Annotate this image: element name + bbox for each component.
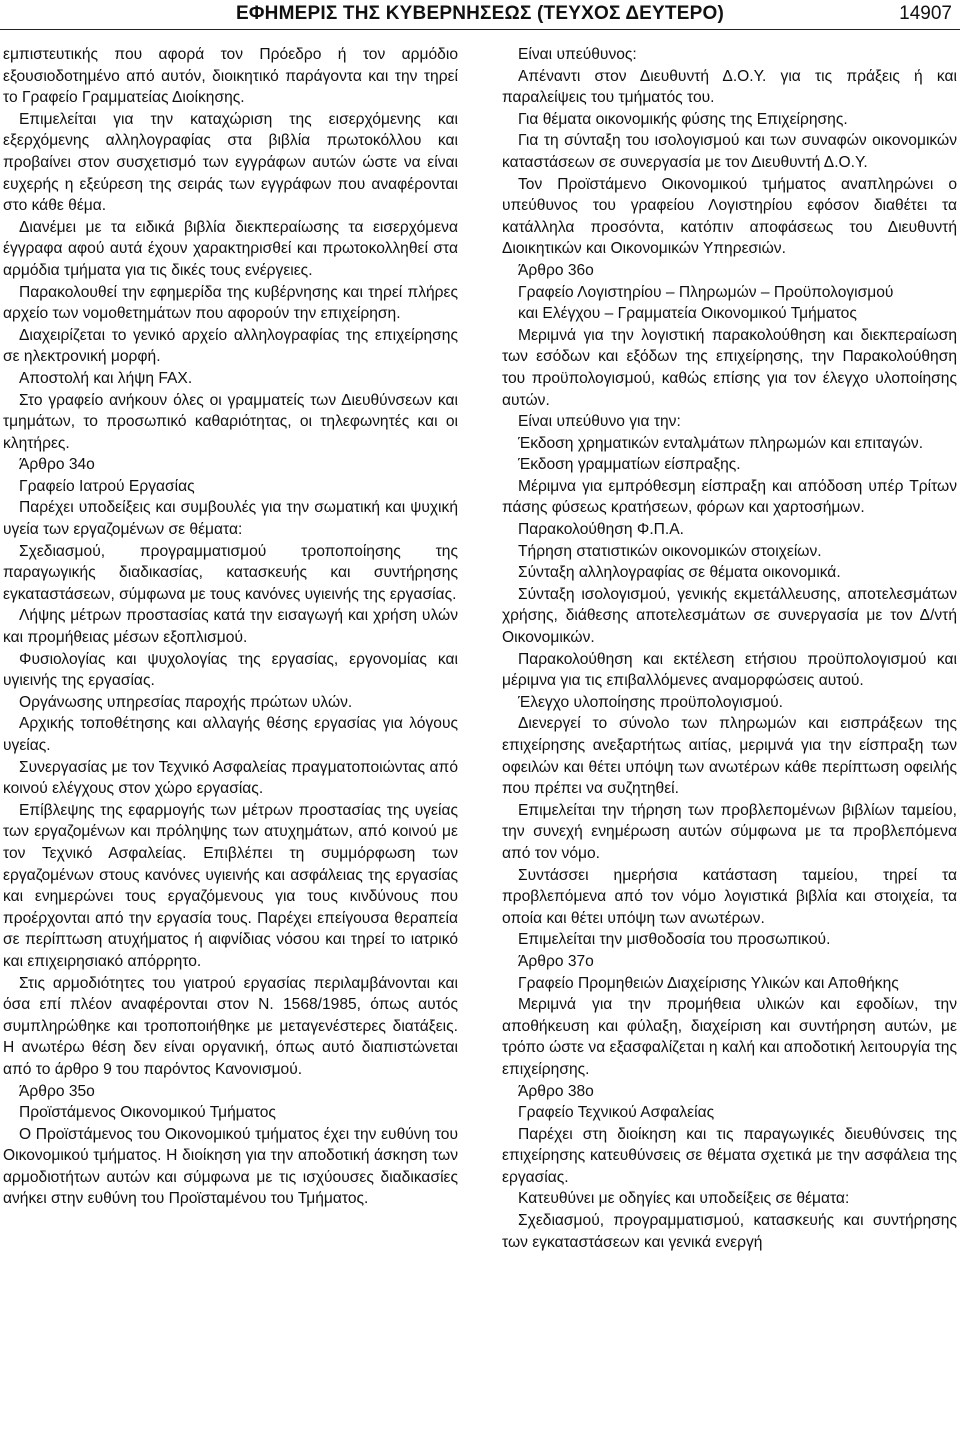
paragraph: Επίβλεψης της εφαρμογής των μέτρων προστασίας της υγείας των εργαζομένων και πρόληψης των ατυχημάτων, από κοινού με τον Τεχνικό Ασφαλείας. Επιβλέπει τη συμμόρφωση των εργαζομένων στους κανόνες υγιεινής και ασφάλειας της εργασίας και ενημερώνει τους εργαζόμενους για τους κινδύνους που προέρχονται από την εργασία τους. Παρέχει επείγουσα θεραπεία σε περίπτωση ατυχήματος ή αιφνίδιας νόσου και τηρεί το ιατρικό και επιχειρησιακό απόρρητο. [3,801,458,970]
article-36-title-line1: Γραφείο Λογιστηρίου – Πληρωμών – Προϋπολογισμού [518,283,894,301]
paragraph: Παρέχει στη διοίκηση και τις παραγωγικές διευθύνσεις της επιχείρησης κατευθύνσεις σε θέματα σχετικά με την ασφάλεια της εργασίας. [502,1125,957,1186]
paragraph: Παρακολουθεί την εφημερίδα της κυβέρνησης και τηρεί πλήρες αρχείο των νομοθετημάτων που αφορούν την επιχείρηση. [3,283,458,323]
paragraph: Παρέχει υποδείξεις και συμβουλές για την σωματική και ψυχική υγεία των εργαζομένων σε θέματα: [3,499,458,539]
paragraph: Για τη σύνταξη του ισολογισμού και των συναφών οικονομικών καταστάσεων σε συνεργασία με τον Διευθυντή Δ.Ο.Υ. [502,132,957,171]
paragraph: Για θέματα οικονομικής φύσης της Επιχείρησης. [518,110,848,128]
article-37-number: Άρθρο 37ο [518,952,594,970]
paragraph: Σύνταξη ισολογισμού, γενικής εκμετάλλευσης, αποτελεσμάτων χρήσης, διάθεσης αποτελεσμάτων σε συνεργασία με τον Δ/ντή Οικονομικών. [502,585,957,647]
paragraph: Παρακολούθηση Φ.Π.Α. [518,521,684,539]
paragraph: Τον Προϊστάμενο Οικονομικού τμήματος αναπληρώνει ο υπεύθυνος του γραφείου Λογιστηρίου εφόσον διαθέτει τα κατάλληλα προσόντα, κατόπιν αποφάσεως του Διευθυντή Διοικητικών και Οικονομικών Υπηρεσιών. [502,175,957,258]
paragraph: Σχεδιασμού, προγραμματισμού, κατασκευής και συντήρησης των εγκαταστάσεων και γενικά ενεργή [502,1212,957,1251]
paragraph: Μεριμνά για την προμήθεια υλικών και εφοδίων, την αποθήκευση και φύλαξη, διαχείριση και συντήρηση αυτών, με τρόπο ώστε να εξασφαλίζεται η καλή και αποδοτική λειτουργία της επιχείρησης. [502,996,957,1078]
article-38-title: Γραφείο Τεχνικού Ασφαλείας [518,1104,715,1122]
paragraph: Επιμελείται για την καταχώριση της εισερχόμενης και εξερχόμενης αλληλογραφίας στα βιβλία πρωτοκόλλου και προβαίνει στον συσχετισμό των εγγράφων αυτών ώστε να είναι ευχερής η εξεύρεση της σειράς των εγγράφων που αναφέρονται στο κάθε θέμα. [3,110,458,215]
paragraph: Κατευθύνει με οδηγίες και υποδείξεις σε θέματα: [518,1190,850,1208]
right-column [502,44,957,1253]
article-35-number: Άρθρο 35ο [19,1082,95,1100]
paragraph: Οργάνωσης υπηρεσίας παροχής πρώτων υλών. [19,693,353,711]
paragraph: Έκδοση γραμματίων είσπραξης. [518,456,741,474]
paragraph: Αρχικής τοποθέτησης και αλλαγής θέσης εργασίας για λόγους υγείας. [3,715,458,754]
article-34-title: Γραφείο Ιατρού Εργασίας [19,477,195,495]
paragraph: Είναι υπεύθυνο για την: [518,413,681,431]
paragraph: Μεριμνά για την λογιστική παρακολούθηση και διεκπεραίωση των εσόδων και εξόδων της επιχείρησης, την Παρακολούθηση του προϋπολογισμού, καθώς επίσης για τον έλεγχο υλοποίησης αυτών. [502,326,957,409]
paragraph: Συντάσσει ημερήσια κατάσταση ταμείου, τηρεί τα προβλεπόμενα από τον νόμο λογιστικά βιβλία και στοιχεία, τα οποία και θέτει υπόψη των ανωτέρων. [502,866,957,927]
paragraph: Λήψης μέτρων προστασίας κατά την εισαγωγή και χρήση υλών και προμήθειας μέσων εξοπλισμού. [3,607,458,647]
paragraph: Έλεγχο υλοποίησης προϋπολογισμού. [518,693,783,711]
paragraph: εμπιστευτικής που αφορά τον Πρόεδρο ή τον αρμόδιο εξουσιοδοτημένο από αυτόν, διοικητικό παράγοντα και την τηρεί το Γραφείο Γραμματείας Διοίκησης. [3,46,458,107]
paragraph: Διενεργεί το σύνολο των πληρωμών και εισπράξεων της επιχείρησης ανεξαρτήτως αιτίας, μεριμνά για την είσπραξη των οφειλών και θέτει υπόψη των ανωτέρων κάθε περίπτωση οφειλής που πρέπει να συζητηθεί. [502,715,957,798]
page-number: 14907 [899,3,952,24]
paragraph: Επιμελείται την μισθοδοσία του προσωπικού. [518,931,831,949]
article-35-title: Προϊστάμενος Οικονομικού Τμήματος [19,1104,276,1122]
paragraph: Διανέμει με τα ειδικά βιβλία διεκπεραίωσης τα εισερχόμενα έγγραφα αφού αυτά έχουν χαρακτηρισθεί και πρωτοκολληθεί στα αρμόδια τμήματα για τις δικές τους ενέργειες. [3,218,458,279]
paragraph: Παρακολούθηση και εκτέλεση ετήσιου προϋπολογισμού και μέριμνα για τις επιβαλλόμενες αναμορφώσεις αυτού. [502,650,957,690]
paragraph: Φυσιολογίας και ψυχολογίας της εργασίας, εργονομίας και υγιεινής της εργασίας. [3,650,458,690]
paragraph: Διαχειρίζεται το γενικό αρχείο αλληλογραφίας της επιχείρησης σε ηλεκτρονική μορφή. [3,326,458,366]
paragraph: Τήρηση στατιστικών οικονομικών στοιχείων. [518,542,822,560]
paragraph: Μέριμνα για εμπρόθεσμη είσπραξη και απόδοση υπέρ Τρίτων πάσης φύσεως κρατήσεων, φόρων και χαρτοσήμων. [502,477,957,517]
paragraph: Συνεργασίας με τον Τεχνικό Ασφαλείας πραγματοποιώντας από κοινού ελέγχους στον χώρο εργασίας. [3,758,458,798]
paragraph: Σχεδιασμού, προγραμματισμού τροποποίησης της παραγωγικής διαδικασίας, κατασκευής και συντήρησης εγκαταστάσεων, σύμφωνα με τους κανόνες υγιεινής της εργασίας. [3,542,458,603]
gazette-title: ΕΦΗΜΕΡΙΣ ΤΗΣ ΚΥΒΕΡΝΗΣΕΩΣ (ΤΕΥΧΟΣ ΔΕΥΤΕΡΟ) [236,3,724,24]
article-37-title: Γραφείο Προμηθειών Διαχείρισης Υλικών και Αποθήκης [518,974,899,992]
paragraph: Αποστολή και λήψη FAX. [19,369,193,387]
article-38-number: Άρθρο 38ο [518,1082,594,1100]
paragraph: Στις αρμοδιότητες του γιατρού εργασίας περιλαμβάνονται και όσα επί πλέον αναφέρονται στον Ν. 1568/1985, όπως αυτός συμπληρώθηκε και τροποποιήθηκε με μεταγενέστερες διατάξεις. Η ανωτέρω θέση δεν είναι οργανική, όπως αυτό διαπιστώνεται από το άρθρο 9 του παρόντος Κανονισμού. [3,974,458,1078]
paragraph: Επιμελείται την τήρηση των προβλεπομένων βιβλίων ταμείου, την συνεχή ενημέρωση αυτών σύμφωνα με τα προβλεπόμενα από τον νόμο. [502,801,957,862]
paragraph: Είναι υπεύθυνος: [518,46,637,63]
paragraph: Σύνταξη αλληλογραφίας σε θέματα οικονομικά. [518,564,841,582]
paragraph: Απέναντι στον Διευθυντή Δ.Ο.Υ. για τις πράξεις ή και παραλείψεις του τμήματός του. [502,67,957,107]
article-36-number: Άρθρο 36ο [518,261,594,279]
paragraph: Στο γραφείο ανήκουν όλες οι γραμματείς των Διευθύνσεων και τμημάτων, το προσωπικό καθαριότητας, οι τηλεφωνητές και οι κλητήρες. [3,391,458,452]
paragraph: Έκδοση χρηματικών ενταλμάτων πληρωμών και επιταγών. [518,434,924,452]
paragraph: Ο Προϊστάμενος του Οικονομικού τμήματος έχει την ευθύνη του Οικονομικού τμήματος. Η διοίκηση για την αποδοτική άσκηση των αρμοδιοτήτων αυτών και σύμφωνα με τις ισχύουσες διαδικασίες ανήκει στην ευθύνη του Προϊσταμένου του Τμήματος. [3,1125,458,1208]
left-column [3,44,458,1210]
page-header [0,0,960,30]
article-34-number: Άρθρο 34ο [19,456,95,474]
article-36-title-line2: και Ελέγχου – Γραμματεία Οικονομικού Τμήματος [518,305,857,323]
